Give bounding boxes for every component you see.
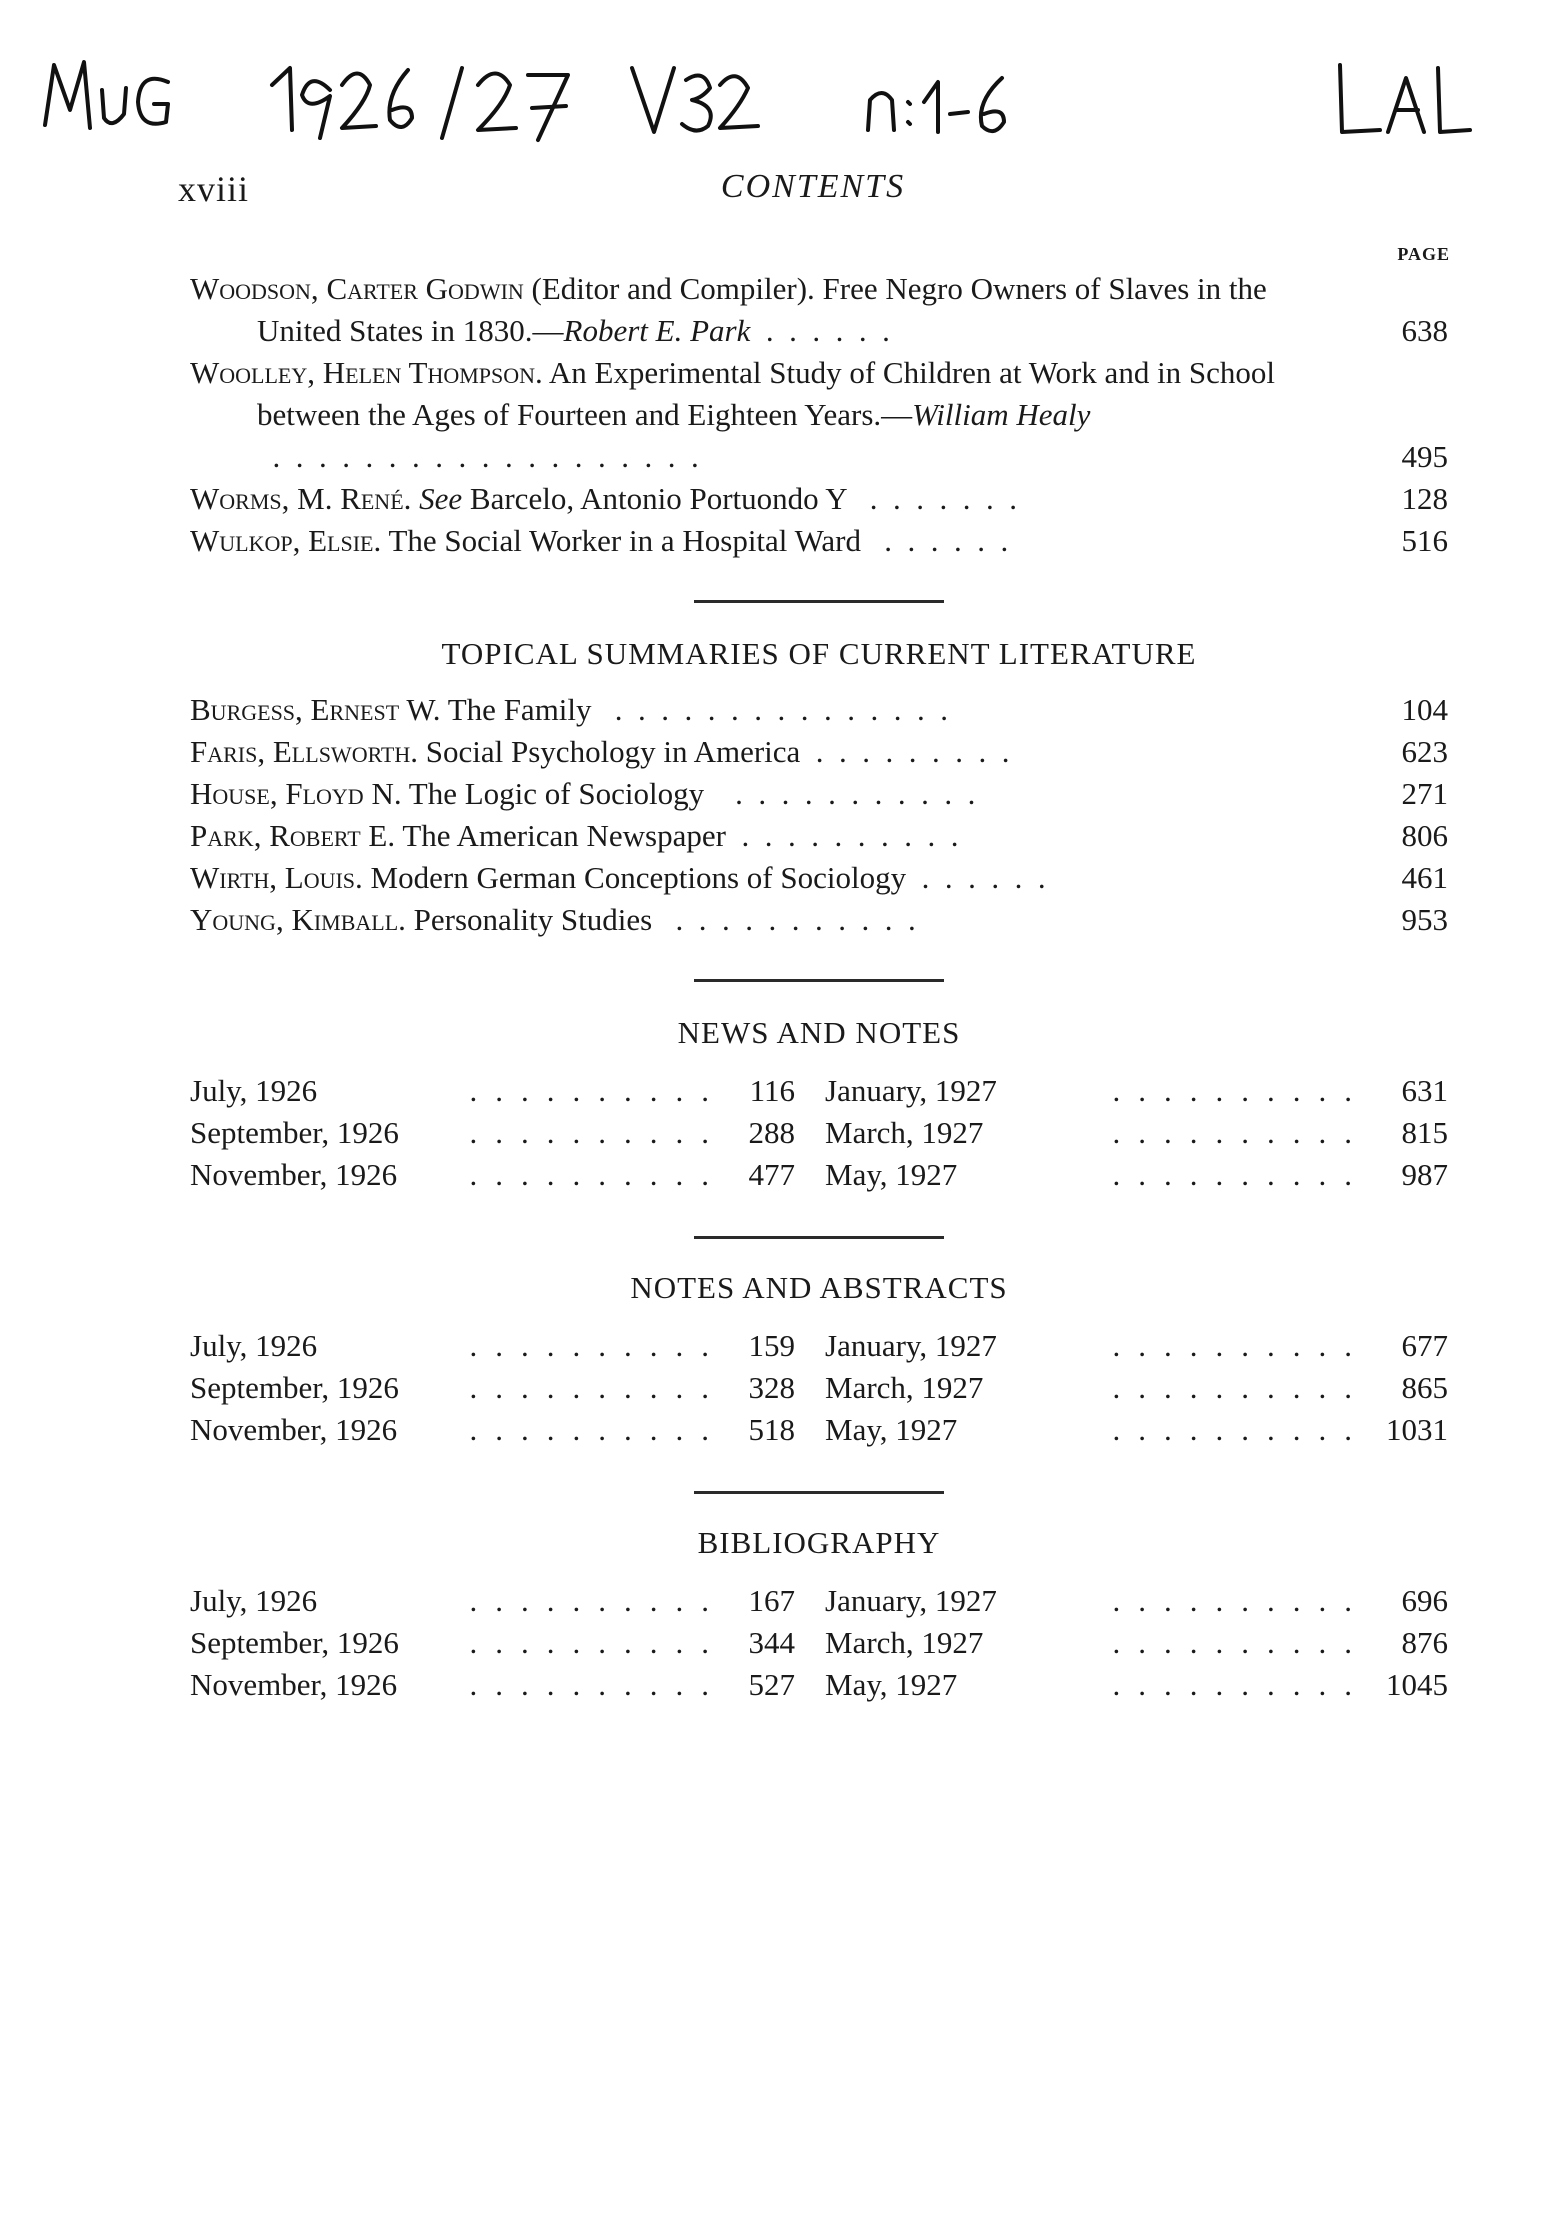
dot-leader: . . . . . . . . . . (733, 818, 959, 853)
list-item (190, 520, 1448, 562)
author-last: Woolley, (190, 355, 315, 390)
issue-label: July, 1926 (190, 1583, 318, 1618)
author-first: Helen Thompson. (322, 355, 543, 390)
section-heading-news: NEWS AND NOTES (677, 1015, 961, 1050)
table-row (190, 1580, 1448, 1622)
entry-title: The Logic of Sociology (408, 776, 705, 811)
dot-leader: . . . . . . . . . . . . . . . (599, 692, 949, 727)
issue-label: September, 1926 (190, 1115, 399, 1150)
entry-title: The Family (447, 692, 592, 727)
entry-page: 953 (1401, 902, 1448, 937)
table-row (190, 1112, 1448, 1154)
issue-page: 987 (1401, 1157, 1448, 1192)
author-initial: E. (368, 818, 396, 853)
dot-leader: .......... (469, 1370, 727, 1405)
list-item (190, 815, 1448, 857)
dot-leader: . . . . . . (758, 313, 890, 348)
list-item (190, 268, 1448, 352)
table-row (190, 1367, 1448, 1409)
issue-label: July, 1926 (190, 1073, 318, 1108)
running-head (178, 168, 1448, 218)
issue-label: March, 1927 (825, 1370, 984, 1405)
issue-page: 477 (748, 1157, 795, 1192)
issue-page: 631 (1401, 1073, 1448, 1108)
issue-label: May, 1927 (825, 1412, 958, 1447)
issue-label: July, 1926 (190, 1328, 318, 1363)
dot-leader: . . . . . . . . . . . . . . . . . . . (257, 439, 699, 474)
dot-leader: .......... (1112, 1370, 1370, 1405)
dot-leader: .......... (469, 1115, 727, 1150)
section-heading-bibliography: BIBLIOGRAPHY (697, 1525, 941, 1560)
issue-page: 865 (1401, 1370, 1448, 1405)
list-item (190, 899, 1448, 941)
news-table (190, 1070, 1448, 1196)
issue-page: 1031 (1386, 1412, 1448, 1447)
list-item (190, 352, 1448, 478)
table-row (190, 1325, 1448, 1367)
dot-leader: .......... (1112, 1115, 1370, 1150)
section-heading-topical: TOPICAL SUMMARIES OF CURRENT LITERATURE (441, 636, 1197, 671)
dot-leader: .......... (1112, 1667, 1370, 1702)
handwritten-annotation (40, 40, 1480, 150)
author-first: Elsie. (308, 523, 382, 558)
page-number: xviii (178, 169, 250, 209)
entry-text: The Social Worker in a Hospital Ward (388, 523, 861, 558)
entry-page: 104 (1401, 692, 1448, 727)
author-initial: W. (406, 692, 441, 727)
dot-leader: .......... (1112, 1625, 1370, 1660)
issue-label: January, 1927 (825, 1328, 997, 1363)
table-row (190, 1154, 1448, 1196)
entry-title: Social Psychology in America (425, 734, 801, 769)
issue-label: January, 1927 (825, 1583, 997, 1618)
entry-title: Modern German Conceptions of Sociology (370, 860, 907, 895)
author-first: Floyd (285, 776, 364, 811)
list-item (190, 478, 1448, 520)
issue-page: 527 (748, 1667, 795, 1702)
author-last: House, (190, 776, 278, 811)
author-first: Ernest (310, 692, 400, 727)
dot-leader: .......... (1112, 1412, 1370, 1447)
issue-label: November, 1926 (190, 1412, 398, 1447)
dot-leader: .......... (1112, 1328, 1370, 1363)
issue-page: 696 (1401, 1583, 1448, 1618)
dot-leader: .......... (469, 1667, 727, 1702)
author-initial: N. (371, 776, 402, 811)
issue-label: March, 1927 (825, 1115, 984, 1150)
author-first: Louis. (284, 860, 363, 895)
entry-page: 623 (1401, 734, 1448, 769)
author-first: Carter Godwin (326, 271, 524, 306)
entry-text: Barcelo, Antonio Portuondo Y (469, 481, 847, 516)
author-last: Woodson, (190, 271, 319, 306)
dot-leader: .......... (469, 1625, 727, 1660)
running-title: CONTENTS (720, 168, 906, 205)
entry-page: 806 (1401, 818, 1448, 853)
issue-label: November, 1926 (190, 1157, 398, 1192)
entry-text: An Experimental Study of Children at Work and in School between the Ages of Fourteen and Eighteen Years.— (257, 355, 1276, 432)
entry-page: 128 (1401, 481, 1448, 516)
dot-leader: .......... (469, 1583, 727, 1618)
issue-page: 159 (748, 1328, 795, 1363)
dot-leader: . . . . . . (913, 860, 1046, 895)
author-last: Young, (190, 902, 284, 937)
entry-page: 516 (1401, 523, 1448, 558)
list-item (190, 689, 1448, 731)
section-heading-abstracts: NOTES AND ABSTRACTS (630, 1270, 1008, 1305)
entry-page: 638 (1401, 313, 1448, 348)
reviewer: William Healy (912, 397, 1091, 432)
dot-leader: .......... (469, 1157, 727, 1192)
dot-leader: . . . . . . . (854, 481, 1017, 516)
page-column-label: PAGE (1397, 244, 1450, 264)
entry-text: (Editor and Compiler). Free Negro Owners of Slaves in the United States in 1830.— (257, 271, 1267, 348)
author-last: Wirth, (190, 860, 278, 895)
table-row (190, 1664, 1448, 1706)
dot-leader: . . . . . . . . . . . (659, 902, 916, 937)
author-last: Burgess, (190, 692, 303, 727)
entry-title: Personality Studies (413, 902, 653, 937)
author-first: Robert (269, 818, 361, 853)
author-last: Faris, (190, 734, 266, 769)
list-item (190, 731, 1448, 773)
dot-leader: .......... (1112, 1073, 1370, 1108)
dot-leader: .......... (1112, 1583, 1370, 1618)
issue-label: January, 1927 (825, 1073, 997, 1108)
reviews-list (190, 268, 1448, 562)
issue-label: March, 1927 (825, 1625, 984, 1660)
issue-page: 116 (749, 1073, 795, 1108)
dot-leader: .......... (469, 1328, 727, 1363)
issue-label: May, 1927 (825, 1157, 958, 1192)
issue-page: 677 (1401, 1328, 1448, 1363)
table-row (190, 1622, 1448, 1664)
issue-label: November, 1926 (190, 1667, 398, 1702)
entry-page: 495 (1401, 439, 1448, 474)
issue-page: 288 (748, 1115, 795, 1150)
dot-leader: . . . . . . . . . (808, 734, 1010, 769)
entry-page: 271 (1401, 776, 1448, 811)
contents-body (190, 268, 1448, 1706)
issue-page: 518 (748, 1412, 795, 1447)
table-row (190, 1409, 1448, 1451)
issue-page: 815 (1401, 1115, 1448, 1150)
issue-page: 1045 (1386, 1667, 1448, 1702)
issue-label: September, 1926 (190, 1625, 399, 1660)
issue-page: 167 (748, 1583, 795, 1618)
author-last: Wulkop, (190, 523, 301, 558)
issue-label: May, 1927 (825, 1667, 958, 1702)
dot-leader: .......... (469, 1073, 727, 1108)
dot-leader: .......... (1112, 1157, 1370, 1192)
table-row (190, 1070, 1448, 1112)
issue-page: 344 (748, 1625, 795, 1660)
dot-leader: . . . . . . (868, 523, 1009, 558)
author-first: Kimball. (291, 902, 406, 937)
list-item (190, 857, 1448, 899)
list-item (190, 773, 1448, 815)
dot-leader: .......... (469, 1412, 727, 1447)
topical-list (190, 689, 1448, 941)
issue-page: 876 (1401, 1625, 1448, 1660)
abstracts-table (190, 1325, 1448, 1451)
author-last: Worms, (190, 481, 290, 516)
reviewer: Robert E. Park (563, 313, 751, 348)
entry-page: 461 (1401, 860, 1448, 895)
issue-label: September, 1926 (190, 1370, 399, 1405)
dot-leader: . . . . . . . . . . . (711, 776, 976, 811)
author-last: Park, (190, 818, 262, 853)
author-first: Ellsworth. (272, 734, 419, 769)
bibliography-table (190, 1580, 1448, 1706)
see-reference: See (419, 481, 463, 516)
issue-page: 328 (748, 1370, 795, 1405)
entry-title: The American Newspaper (402, 818, 726, 853)
author-first: M. René. (297, 481, 412, 516)
